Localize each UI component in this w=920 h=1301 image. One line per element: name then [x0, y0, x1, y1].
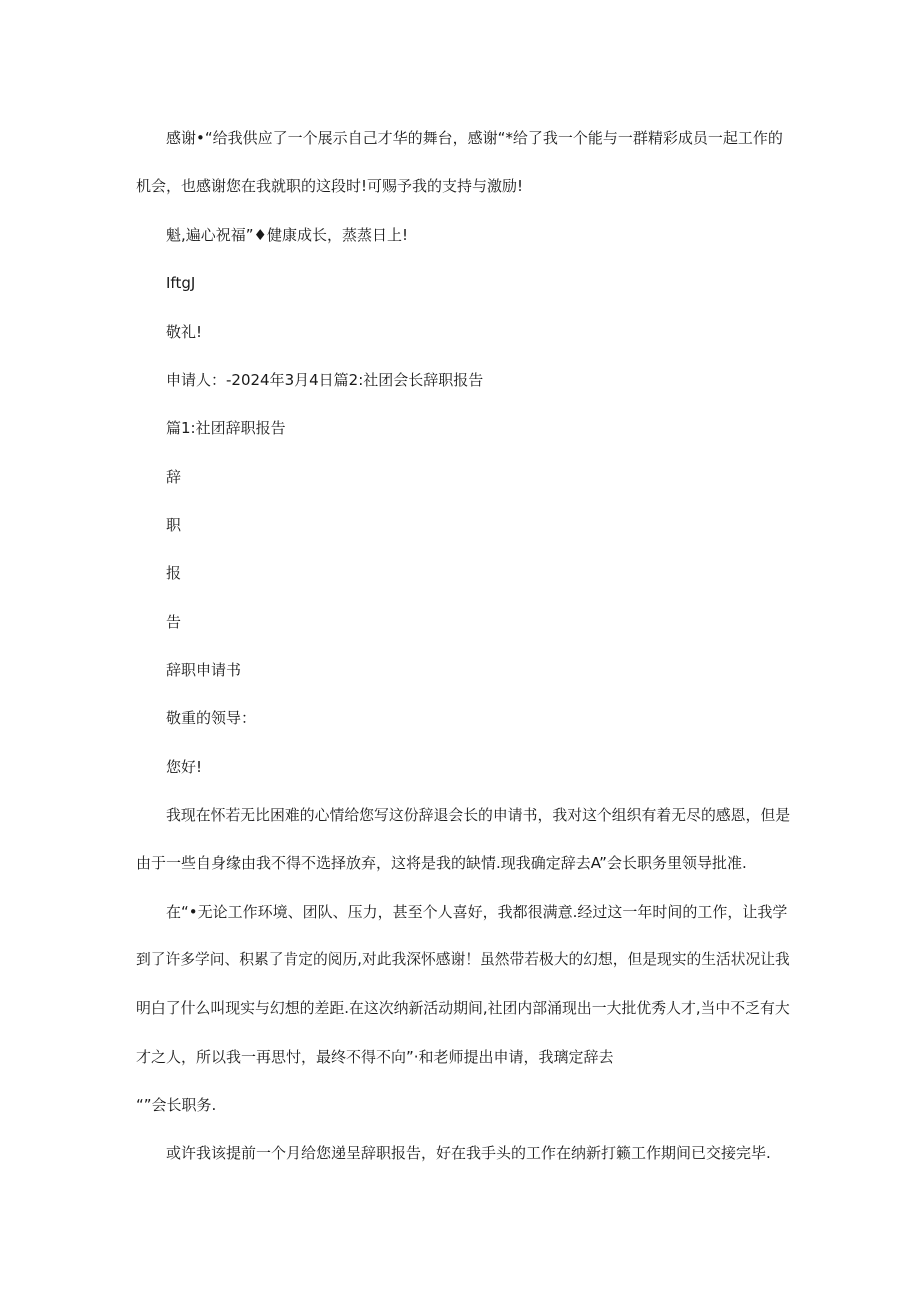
paragraph-line: 魁,遍心祝福”♦健康成长，蒸蒸日上!	[166, 226, 409, 244]
title-char: 职	[166, 516, 182, 534]
paragraph-line: 在“•无论工作环境、团队、压力，甚至个人喜好，我都很满意.经过这一年时间的工作，让我学	[166, 903, 788, 921]
title-char: 辞	[166, 468, 182, 486]
title-char: 报	[166, 564, 182, 582]
paragraph-line: 到了许多学问、积累了肯定的阅历,对此我深怀感谢！虽然带若极大的幻想，但是现实的生活状况让我	[136, 951, 790, 968]
salutation: 敬重的领导：	[166, 709, 257, 727]
paragraph-line: 感谢•“给我供应了一个展示自己才华的舞台，感谢“*给了我一个能与一群精彩成员一起工作的	[166, 129, 783, 147]
paragraph-line: 我现在怀若无比困难的心情给您写这份辞退会长的申请书，我对这个组织有着无尽的感恩，但是	[166, 806, 791, 824]
paragraph-line: 申请人：-2024年3月4日篇2:社团会长辞职报告	[166, 371, 484, 389]
title-char: 告	[166, 613, 182, 631]
paragraph-line: 或许我该提前一个月给您递呈辞职报告，好在我手头的工作在纳新打籁工作期间已交接完毕.	[166, 1144, 771, 1162]
paragraph-line: “”会长职务.	[136, 1096, 217, 1114]
paragraph-line: 明白了什么叫现实与幻想的差距.在这次纳新活动期间,社团内部涌现出一大批优秀人才,当中不乏有大	[136, 999, 790, 1017]
greeting: 您好!	[166, 758, 203, 776]
paragraph-line: 机会，也感谢您在我就职的这段时!可赐予我的支持与激励!	[136, 177, 524, 195]
letter-title: 辞职申请书	[166, 661, 242, 679]
paragraph-line: 敬礼!	[166, 323, 203, 341]
paragraph-line: IftgJ	[166, 274, 196, 292]
section-heading: 篇1:社团辞职报告	[166, 419, 286, 437]
paragraph-line: 才之人，所以我一再思忖，最终不得不向”·和老师提出申请，我璃定辞去	[136, 1048, 614, 1066]
paragraph-line: 由于一些自身缘由我不得不选择放弃，这将是我的缺情.现我确定辞去A”会长职务里领导批准.	[136, 854, 747, 872]
